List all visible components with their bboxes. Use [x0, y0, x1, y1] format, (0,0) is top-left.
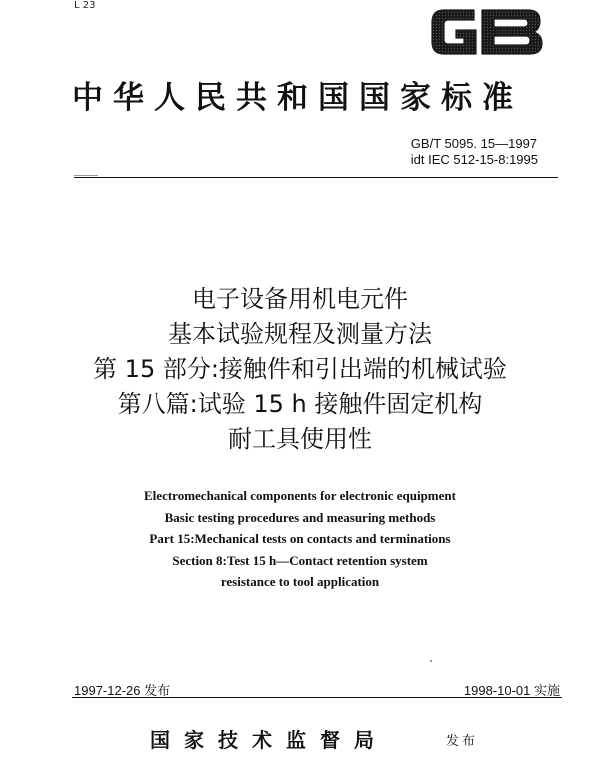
- standard-name-zh: 中华人民共和国国家标准: [72, 80, 523, 116]
- title-en-line-3: Part 15:Mechanical tests on contacts and terminations: [149, 531, 451, 546]
- issuer-suffix: 发布: [446, 734, 479, 749]
- faint-divider: [74, 175, 98, 176]
- title-zh: [60, 282, 540, 457]
- scan-speck: [430, 660, 432, 662]
- title-en: [60, 485, 540, 593]
- footer-divider: [72, 697, 562, 698]
- gb-logo-icon: [426, 2, 548, 60]
- issue-date: 1997-12-26 发布: [74, 683, 171, 698]
- title-en-line-5: resistance to tool application: [220, 574, 380, 589]
- title-zh-line-5: 耐工具使用性: [228, 425, 372, 453]
- title-en-line-2: Basic testing procedures and measuring methods: [164, 509, 436, 525]
- standard-code-block: [411, 136, 538, 168]
- equivalence-note: idt IEC 512-15-8:1995: [410, 152, 538, 167]
- title-en-line-1: Electromechanical components for electronic equipment: [144, 488, 456, 503]
- title-en-line-4: Section 8:Test 15 h—Contact retention system: [172, 552, 428, 568]
- title-zh-line-3: 第 15 部分:接触件和引出端的机械试验: [93, 355, 507, 383]
- classification-codes: [74, 0, 95, 11]
- issuing-authority: 国家技术监督局: [150, 728, 388, 752]
- header-divider: [74, 177, 558, 178]
- title-zh-line-1: 电子设备用机电元件: [192, 285, 408, 313]
- category-code: L 23: [74, 0, 96, 11]
- title-zh-line-4: 第八篇:试验 15 h 接触件固定机构: [117, 390, 483, 418]
- standard-number: GB/T 5095. 15—1997: [410, 136, 538, 151]
- title-zh-line-2: 基本试验规程及测量方法: [168, 320, 432, 348]
- implementation-date: 1998-10-01 实施: [463, 683, 560, 698]
